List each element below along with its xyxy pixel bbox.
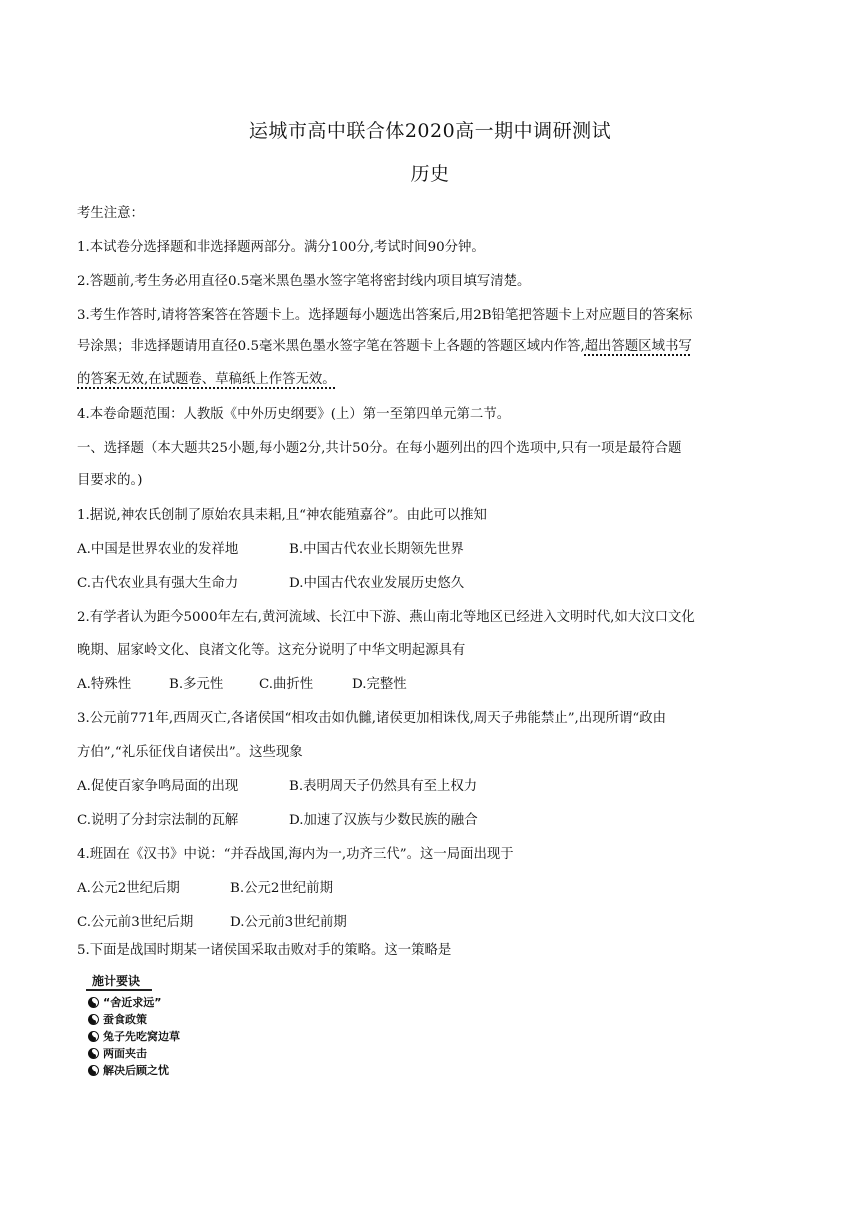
strategy-item [88,1062,169,1078]
question-2-options [77,676,797,694]
option-1b: B.中国古代农业长期领先世界 [289,542,464,557]
option-2b: B.多元性 [169,677,224,692]
question-2-stem-line-1: 2.有学者认为距今5000年左右,黄河流域、长江中下游、燕山南北等地区已经进入文明时代,如大汶口文化 [77,610,695,625]
yin-yang-icon [88,997,99,1008]
exam-title: 运城市高中联合体2020高一期中调研测试 [248,120,612,142]
question-3-stem-line-2: 方伯”,“礼乐征伐自诸侯出”。这些现象 [77,745,303,760]
strategy-card-heading: 施计要诀 [92,974,141,988]
option-2a: A.特殊性 [77,677,132,692]
strategy-card-figure [86,972,204,1084]
strategy-card-divider [86,989,152,991]
question-1-options-row-1 [77,541,797,559]
question-1-stem: 1.据说,神农氏创制了原始农具耒耜,且“神农能殖嘉谷”。由此可以推知 [77,508,487,523]
option-3b: B.表明周天子仍然具有至上权力 [289,779,478,794]
question-5-stem: 5.下面是战国时期某一诸侯国采取击败对手的策略。这一策略是 [77,943,452,958]
question-3-stem-line-1: 3.公元前771年,西周灭亡,各诸侯国“相攻击如仇雠,诸侯更加相诛伐,周天子弗能禁止”,出现所谓“政由 [77,711,666,726]
section-heading-line-1: 一、选择题（本大题共25小题,每小题2分,共计50分。在每小题列出的四个选项中,只有一项是最符合题 [77,441,682,456]
section-heading-line-2: 目要求的。) [77,473,143,488]
option-2d: D.完整性 [352,677,407,692]
strategy-item [88,1028,180,1044]
notice-item-3-emphasis: 超出答题区域书写 [584,339,692,354]
yin-yang-icon [88,1065,99,1076]
notice-item-3-line-1: 3.考生作答时,请将答案答在答题卡上。选择题每小题选出答案后,用2B铅笔把答题卡上对应题目的答案标 [77,308,693,323]
question-4-stem: 4.班固在《汉书》中说：“并吞战国,海内为一,功齐三代”。这一局面出现于 [77,847,514,862]
notice-item-3-emphasis-end: 的答案无效,在试题卷、草稿纸上作答无效。 [77,372,336,387]
option-2c: C.曲折性 [259,677,314,692]
question-2-stem-line-2: 晚期、屈家岭文化、良渚文化等。这充分说明了中华文明起源具有 [77,643,466,658]
option-4a: A.公元2世纪后期 [77,881,180,896]
notice-item-1: 1.本试卷分选择题和非选择题两部分。满分100分,考试时间90分钟。 [77,240,485,255]
notice-item-3-plain: 号涂黑；非选择题请用直径0.5毫米黑色墨水签字笔在答题卡上各题的答题区域内作答, [77,339,585,354]
strategy-item-label: 蚕食政策 [103,1013,147,1026]
question-1-options-row-2 [77,575,797,593]
question-4-options-row-1 [77,880,797,898]
notice-item-4: 4.本卷命题范围：人教版《中外历史纲要》(上）第一至第四单元第二节。 [77,407,511,422]
option-1d: D.中国古代农业发展历史悠久 [289,576,465,591]
strategy-item [88,994,161,1010]
option-1a: A.中国是世界农业的发祥地 [77,542,239,557]
option-3a: A.促使百家争鸣局面的出现 [77,779,239,794]
strategy-item-label: 解决后顾之忧 [103,1064,169,1077]
strategy-item-label: 两面夹击 [103,1047,147,1060]
option-4c: C.公元前3世纪后期 [77,915,194,930]
option-4d: D.公元前3世纪前期 [230,915,347,930]
yin-yang-icon [88,1014,99,1025]
notice-item-3-line-2 [77,338,797,356]
question-3-options-row-1 [77,778,797,796]
question-4-options-row-2 [77,914,797,932]
strategy-item [88,1011,147,1027]
notice-item-2: 2.答题前,考生务必用直径0.5毫米黑色墨水签字笔将密封线内项目填写清楚。 [77,274,531,289]
option-4b: B.公元2世纪前期 [230,881,333,896]
option-1c: C.古代农业具有强大生命力 [77,576,239,591]
question-3-options-row-2 [77,812,797,830]
option-3d: D.加速了汉族与少数民族的融合 [289,813,478,828]
strategy-item-label: 兔子先吃窝边草 [103,1030,180,1043]
yin-yang-icon [88,1048,99,1059]
strategy-item-label: “舍近求远” [103,996,162,1009]
notice-heading: 考生注意： [77,206,144,221]
yin-yang-icon [88,1031,99,1042]
strategy-item [88,1045,147,1061]
notice-item-3-line-3 [77,371,797,389]
option-3c: C.说明了分封宗法制的瓦解 [77,813,239,828]
subject-title: 历史 [410,163,450,185]
